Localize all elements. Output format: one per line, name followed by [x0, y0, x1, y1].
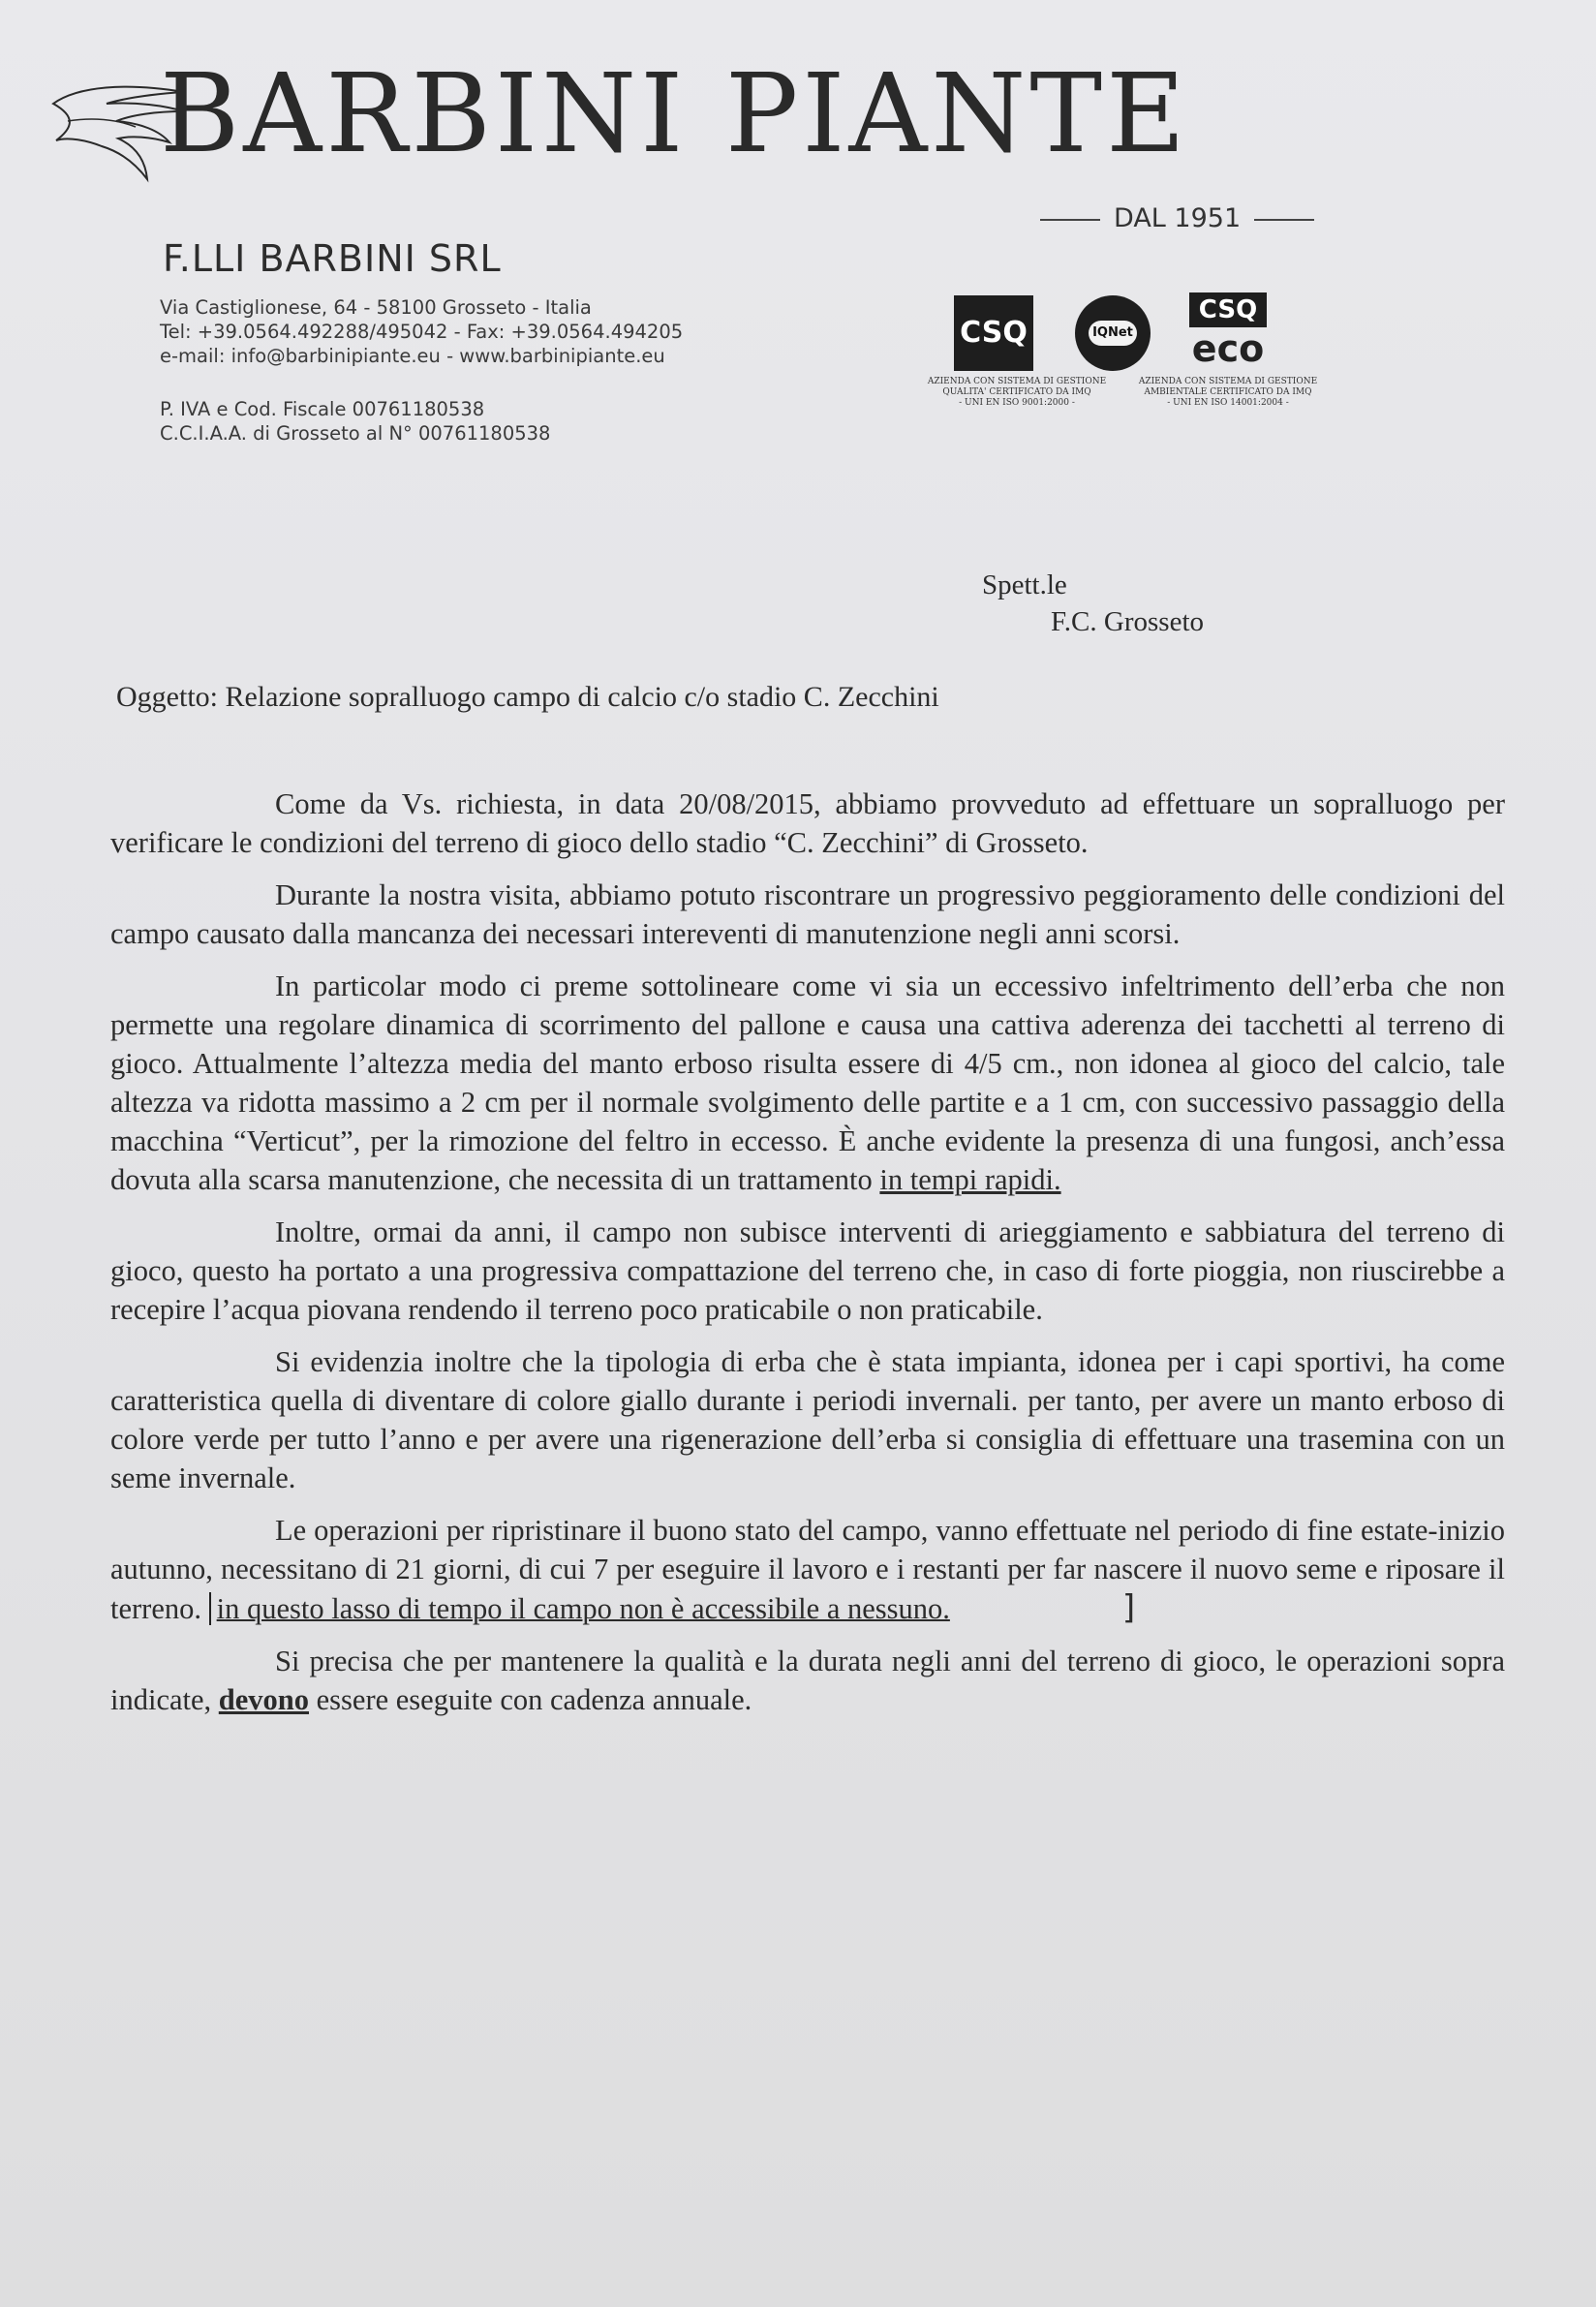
paragraph-3-text: In particolar modo ci preme sottolineare come vi sia un eccessivo infeltrimento dell’erba che non permette una regolare dinamica di scorrimento del pallone e causa una cattiva aderenza dei tacchetti al terreno di gioco. Attualmente l’altezza media del manto erboso risulta essere di 4/5 cm., non idonea al gioco del calcio, tale altezza va ridotta massimo a 2 cm per il normale svolgimento delle partite e a 1 cm, con successivo passaggio della macchina “Verticut”, per la rimozione del feltro in eccesso. È anche evidente la presenza di una fungosi, anch’essa dovuta alla scarsa manutenzione, che necessita di un trattamento: [110, 969, 1505, 1196]
recipient-name: F.C. Grosseto: [1051, 606, 1204, 637]
paragraph-6: [110, 1511, 1505, 1628]
paragraph-7-emphasis: devono: [218, 1683, 310, 1716]
brand-name: BARBINI PIANTE: [160, 51, 1189, 177]
recipient-salutation: Spett.le: [982, 569, 1067, 600]
since-label: [1027, 203, 1328, 233]
fiscal-block: [160, 397, 550, 446]
paragraph-1: Come da Vs. richiesta, in data 20/08/2015, abbiamo provveduto ad effettuare un sopralluogo per verificare le condizioni del terreno di gioco dello stadio “C. Zecchini” di Grosseto.: [110, 787, 1505, 859]
paragraph-2: Durante la nostra visita, abbiamo potuto riscontrare un progressivo peggioramento delle condizioni del campo causato dalla mancanza dei necessari intereventi di manutenzione negli anni scorsi.: [110, 878, 1505, 950]
paragraph-3-underlined: in tempi rapidi.: [879, 1163, 1061, 1196]
cert-caption-right-3: - UNI EN ISO 14001:2004 -: [1167, 398, 1289, 408]
cert-caption-right-2: AMBIENTALE CERTIFICATO DA IMQ: [1144, 387, 1312, 397]
paragraph-7-text-a: Si precisa che per mantenere la qualità e la durata negli anni del terreno di gioco, le operazioni sopra indicate,: [110, 1645, 1505, 1716]
paragraph-3: [110, 967, 1505, 1199]
paragraph-4: Inoltre, ormai da anni, il campo non subisce interventi di arieggiamento e sabbiatura del terreno di gioco, questo ha portato a una progressiva compattazione del terreno che, in caso di forte pioggia, non riuscirebbe a recepire l’acqua piovana rendendo il terreno poco praticabile o non praticabile.: [110, 1215, 1505, 1326]
vat-line: P. IVA e Cod. Fiscale 00761180538: [160, 398, 485, 420]
csq-eco-logo: [1189, 292, 1267, 374]
since-dash-right: [1254, 219, 1314, 221]
cciaa-line: C.C.I.A.A. di Grosseto al N° 00761180538: [160, 422, 551, 445]
iqnet-label: IQNet: [1089, 321, 1137, 346]
cert-caption-left-2: QUALITA' CERTIFICATO DA IMQ: [942, 387, 1091, 397]
paragraph-6-handwritten-underlined: in questo lasso di tempo il campo non è accessibile a nessuno.: [209, 1592, 950, 1625]
cert-caption-left: [920, 377, 1114, 409]
csq-logo: CSQ: [954, 295, 1033, 371]
phone-line: Tel: +39.0564.492288/495042 - Fax: +39.0564.494205: [160, 321, 684, 343]
cert-caption-left-3: - UNI EN ISO 9001:2000 -: [959, 398, 1075, 408]
subject-line: Oggetto: Relazione sopralluogo campo di calcio c/o stadio C. Zecchini: [116, 681, 939, 713]
eco-bottom-label: eco: [1191, 327, 1265, 370]
iqnet-logo: [1075, 295, 1151, 371]
eco-top-label: CSQ: [1189, 292, 1267, 327]
paragraph-7-text-c: essere eseguite con cadenza annuale.: [309, 1683, 752, 1716]
letter-body: [110, 784, 1505, 1733]
paragraph-5: Si evidenzia inoltre che la tipologia di erba che è stata impianta, idonea per i capi sportivi, ha come caratteristica quella di diventare di colore giallo durante i periodi invernali. per tanto, per avere un manto erboso di colore verde per tutto l’anno e per avere una rigenerazione dell’erba si consiglia di effettuare una trasemina con un seme invernale.: [110, 1345, 1505, 1494]
cert-caption-left-1: AZIENDA CON SISTEMA DI GESTIONE: [927, 377, 1107, 386]
cert-caption-right-1: AZIENDA CON SISTEMA DI GESTIONE: [1138, 377, 1318, 386]
handwritten-close-bracket-icon: ]: [1121, 1588, 1136, 1627]
address-line: Via Castiglionese, 64 - 58100 Grosseto - Italia: [160, 296, 592, 319]
cert-caption-right: [1131, 377, 1325, 409]
paragraph-7: [110, 1642, 1505, 1719]
paragraph-6-text: Le operazioni per ripristinare il buono stato del campo, vanno effettuate nel periodo di fine estate-inizio autunno, necessitano di 21 giorni, di cui 7 per eseguire il lavoro e i restanti per far nascere il nuovo seme e riposare il terreno.: [110, 1514, 1505, 1625]
since-text: DAL 1951: [1114, 203, 1242, 233]
contact-block: [160, 295, 683, 368]
email-line: e-mail: info@barbinipiante.eu - www.barbinipiante.eu: [160, 345, 665, 367]
since-dash-left: [1040, 219, 1100, 221]
company-name: F.LLI BARBINI SRL: [163, 237, 502, 280]
